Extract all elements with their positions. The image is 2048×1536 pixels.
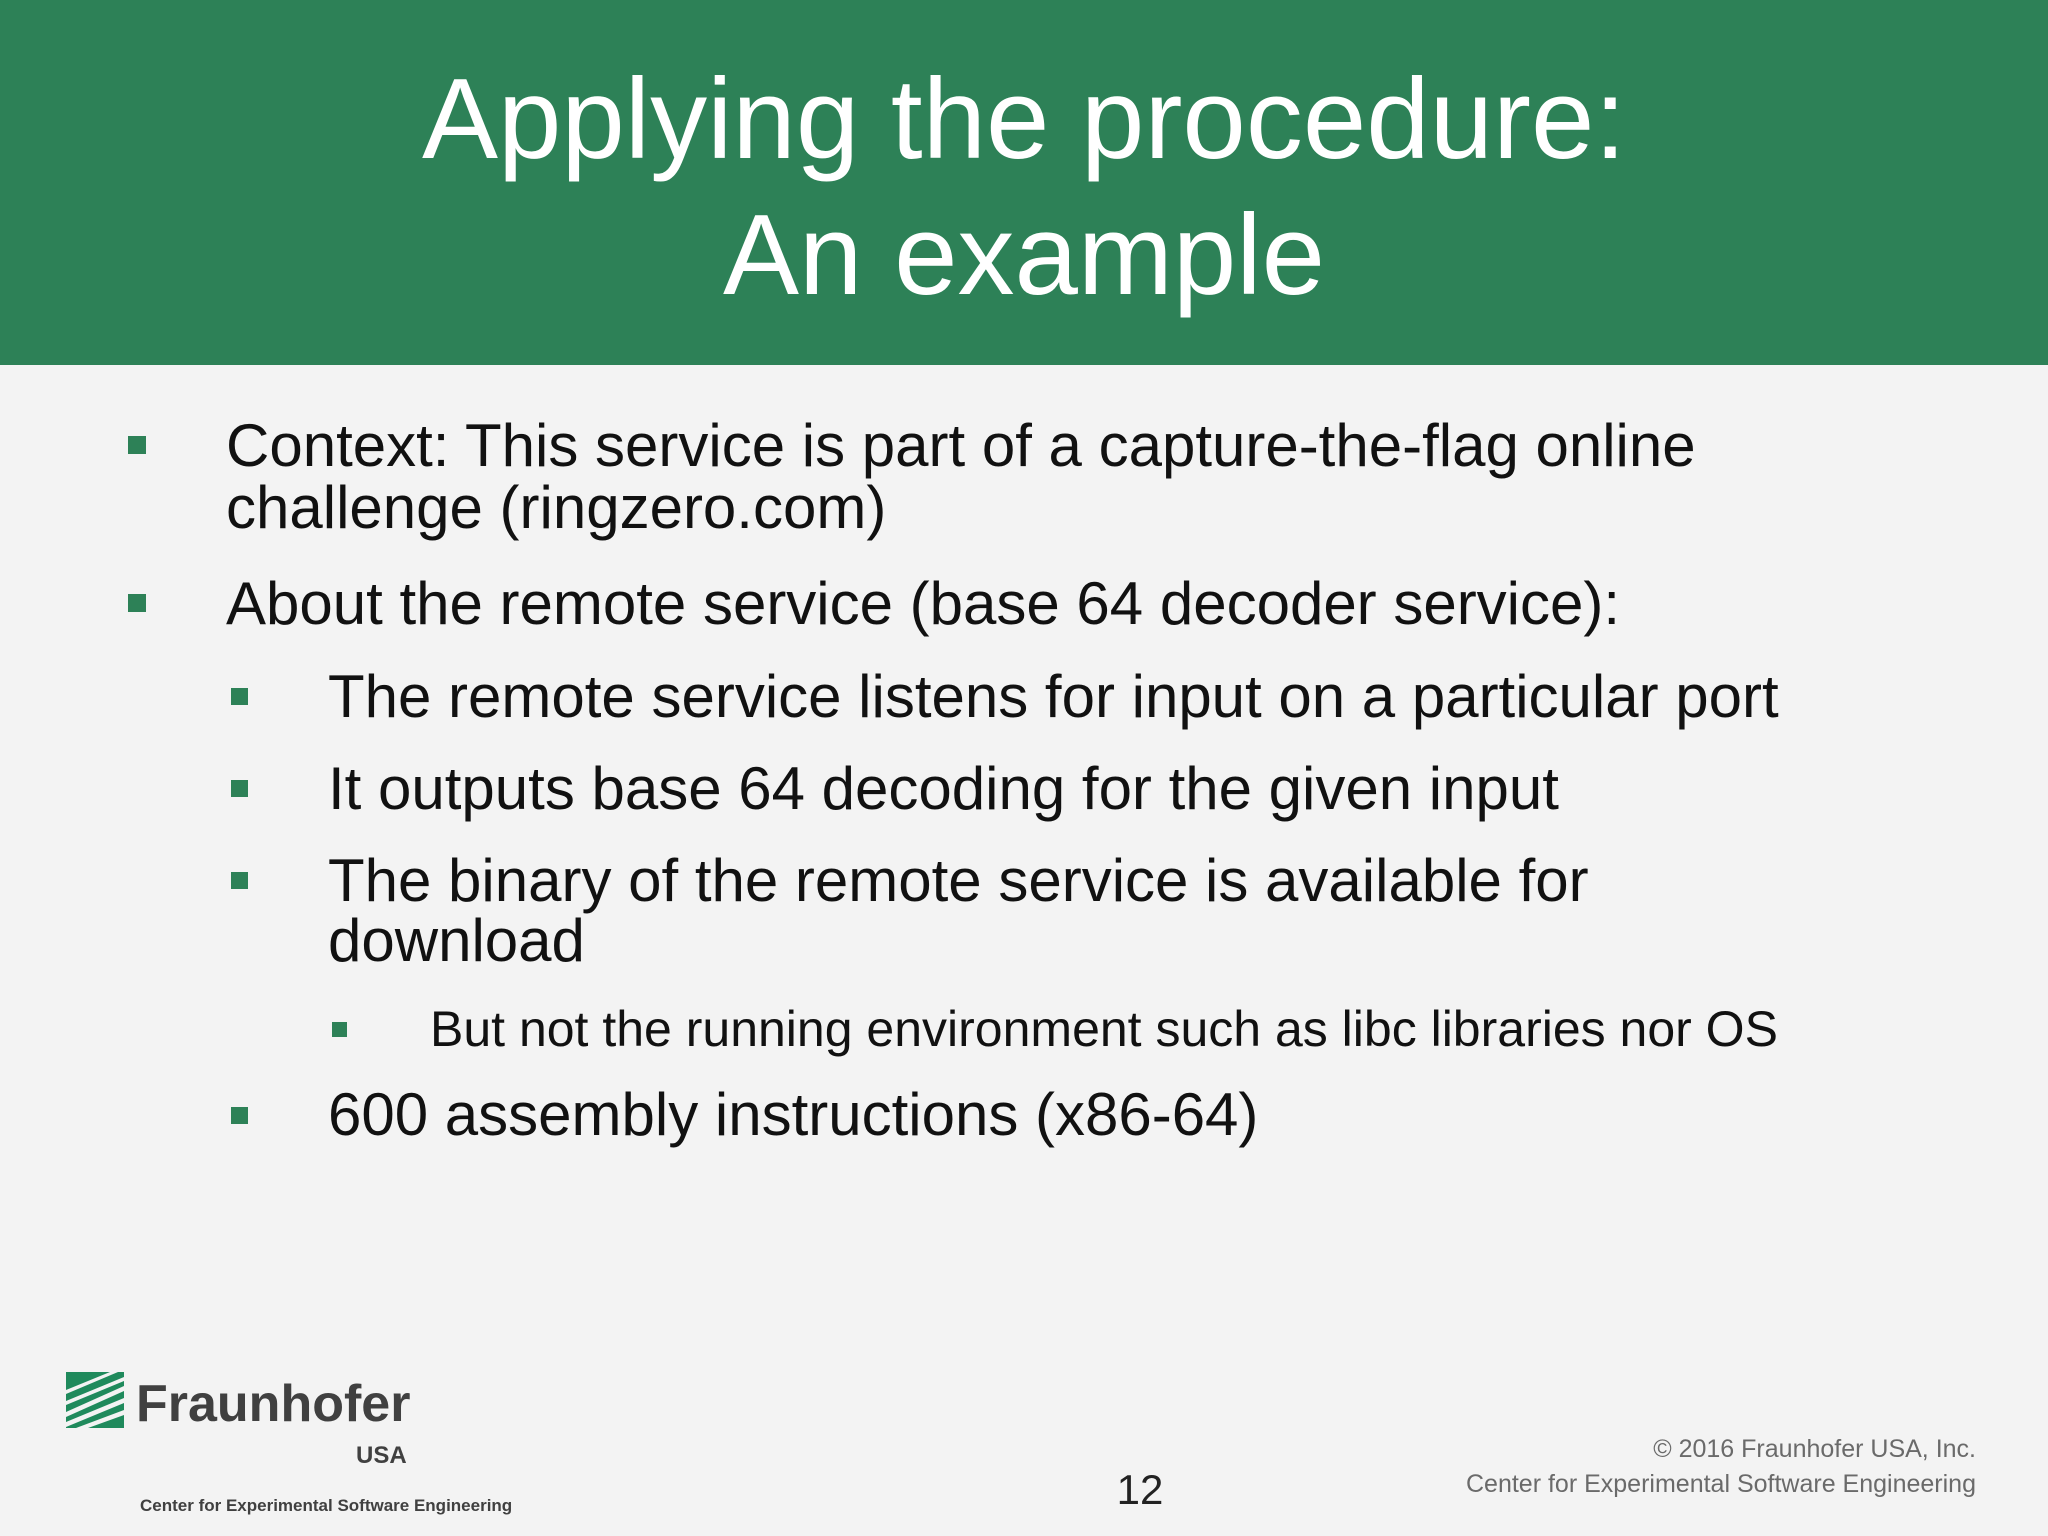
bullet-text-line: Context: This service is part of a capture-the-flag online [226, 412, 1696, 479]
bullet-text-line: About the remote service (base 64 decoder service): [226, 570, 1621, 637]
bullet-text-line: 600 assembly instructions (x86-64) [328, 1081, 1259, 1148]
square-bullet-icon [231, 1107, 248, 1124]
square-bullet-icon [128, 594, 146, 612]
copyright-line-2: Center for Experimental Software Engineering [1466, 1470, 1976, 1498]
page-number: 12 [1116, 1466, 1164, 1513]
square-bullet-icon [128, 436, 146, 454]
slide-title [0, 52, 2048, 324]
logo-name: Fraunhofer [136, 1375, 411, 1433]
bullet-text-line: The binary of the remote service is available for [328, 847, 1589, 914]
fraunhofer-logo-icon [66, 1372, 124, 1428]
bullet-text-line: But not the running environment such as libc libraries nor OS [430, 1001, 1778, 1057]
square-bullet-icon [231, 872, 248, 889]
square-bullet-icon [231, 688, 248, 705]
bullet-text-line: download [328, 907, 585, 974]
slide-title-line-2: An example [722, 192, 1325, 319]
title-bar [0, 0, 2048, 365]
bullet-text-line: It outputs base 64 decoding for the given input [328, 755, 1559, 822]
logo-sub: USA [356, 1442, 407, 1469]
copyright-notice [1466, 1432, 1976, 1502]
bullet-text-line: The remote service listens for input on a particular port [328, 663, 1779, 730]
slide-title-line-1: Applying the procedure: [421, 56, 1627, 183]
copyright-line-1: © 2016 Fraunhofer USA, Inc. [1653, 1435, 1976, 1463]
logo-tagline: Center for Experimental Software Engineering [140, 1496, 513, 1515]
bullet-text-line: challenge (ringzero.com) [226, 474, 887, 541]
square-bullet-icon [332, 1022, 347, 1037]
square-bullet-icon [231, 780, 248, 797]
